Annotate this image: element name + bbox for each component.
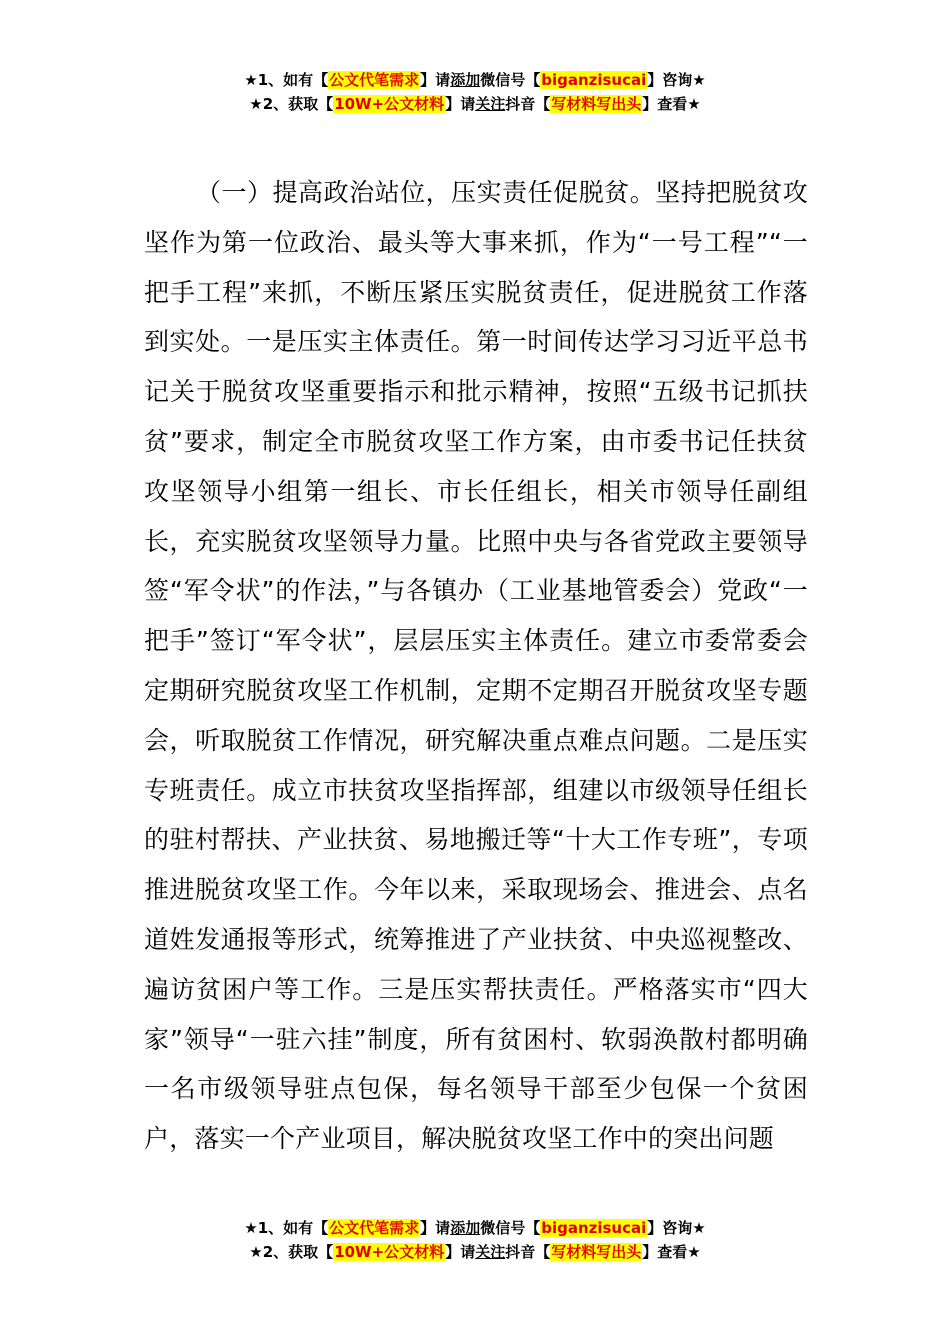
- promo-banner-bottom: [0, 1216, 950, 1264]
- promo-line-2: ★2、获取【10W+公文材料】请关注抖音【写材料写出头】查看★: [249, 1243, 701, 1261]
- highlight-douyin-account: 写材料写出头: [551, 95, 642, 113]
- highlight-wechat-id: biganzisucai: [541, 71, 647, 89]
- highlight-service: 公文代笔需求: [329, 71, 420, 89]
- promo-line-1: ★1、如有【公文代笔需求】请添加微信号【biganzisucai】咨询★: [244, 1219, 706, 1237]
- highlight-materials: 10W+公文材料: [334, 95, 445, 113]
- highlight-service: 公文代笔需求: [329, 1219, 420, 1237]
- promo-banner-top: [0, 68, 950, 116]
- promo-line-1: ★1、如有【公文代笔需求】请添加微信号【biganzisucai】咨询★: [244, 71, 706, 89]
- highlight-douyin-account: 写材料写出头: [551, 1243, 642, 1261]
- highlight-materials: 10W+公文材料: [334, 1243, 445, 1261]
- promo-line-2: ★2、获取【10W+公文材料】请关注抖音【写材料写出头】查看★: [249, 95, 701, 113]
- body-paragraph: （一）提高政治站位，压实责任促脱贫。坚持把脱贫攻坚作为第一位政治、最头等大事来抓，作为“一号工程”“一把手工程”来抓，不断压紧压实脱贫责任，促进脱贫工作落到实处。一是压实主体责任。第一时间传达学习习近平总书记关于脱贫攻坚重要指示和批示精神，按照“五级书记抓扶贫”要求，制定全市脱贫攻坚工作方案，由市委书记任扶贫攻坚领导小组第一组长、市长任组长，相关市领导任副组长，充实脱贫攻坚领导力量。比照中央与各省党政主要领导签“军令状”的作法，”与各镇办（工业基地管委会）党政“一把手”签订“军令状”，层层压实主体责任。建立市委常委会定期研究脱贫攻坚工作机制，定期不定期召开脱贫攻坚专题会，听取脱贫工作情况，研究解决重点难点问题。二是压实专班责任。成立市扶贫攻坚指挥部，组建以市级领导任组长的驻村帮扶、产业扶贫、易地搬迁等“十大工作专班”，专项推进脱贫攻坚工作。今年以来，采取现场会、推进会、点名道姓发通报等形式，统筹推进了产业扶贫、中央巡视整改、遍访贫困户等工作。三是压实帮扶责任。严格落实市“四大家”领导“一驻六挂”制度，所有贫困村、软弱涣散村都明确一名市级领导驻点包保，每名领导干部至少包保一个贫困户，落实一个产业项目，解决脱贫攻坚工作中的突出问题: [144, 178, 808, 1154]
- highlight-wechat-id: biganzisucai: [541, 1219, 647, 1237]
